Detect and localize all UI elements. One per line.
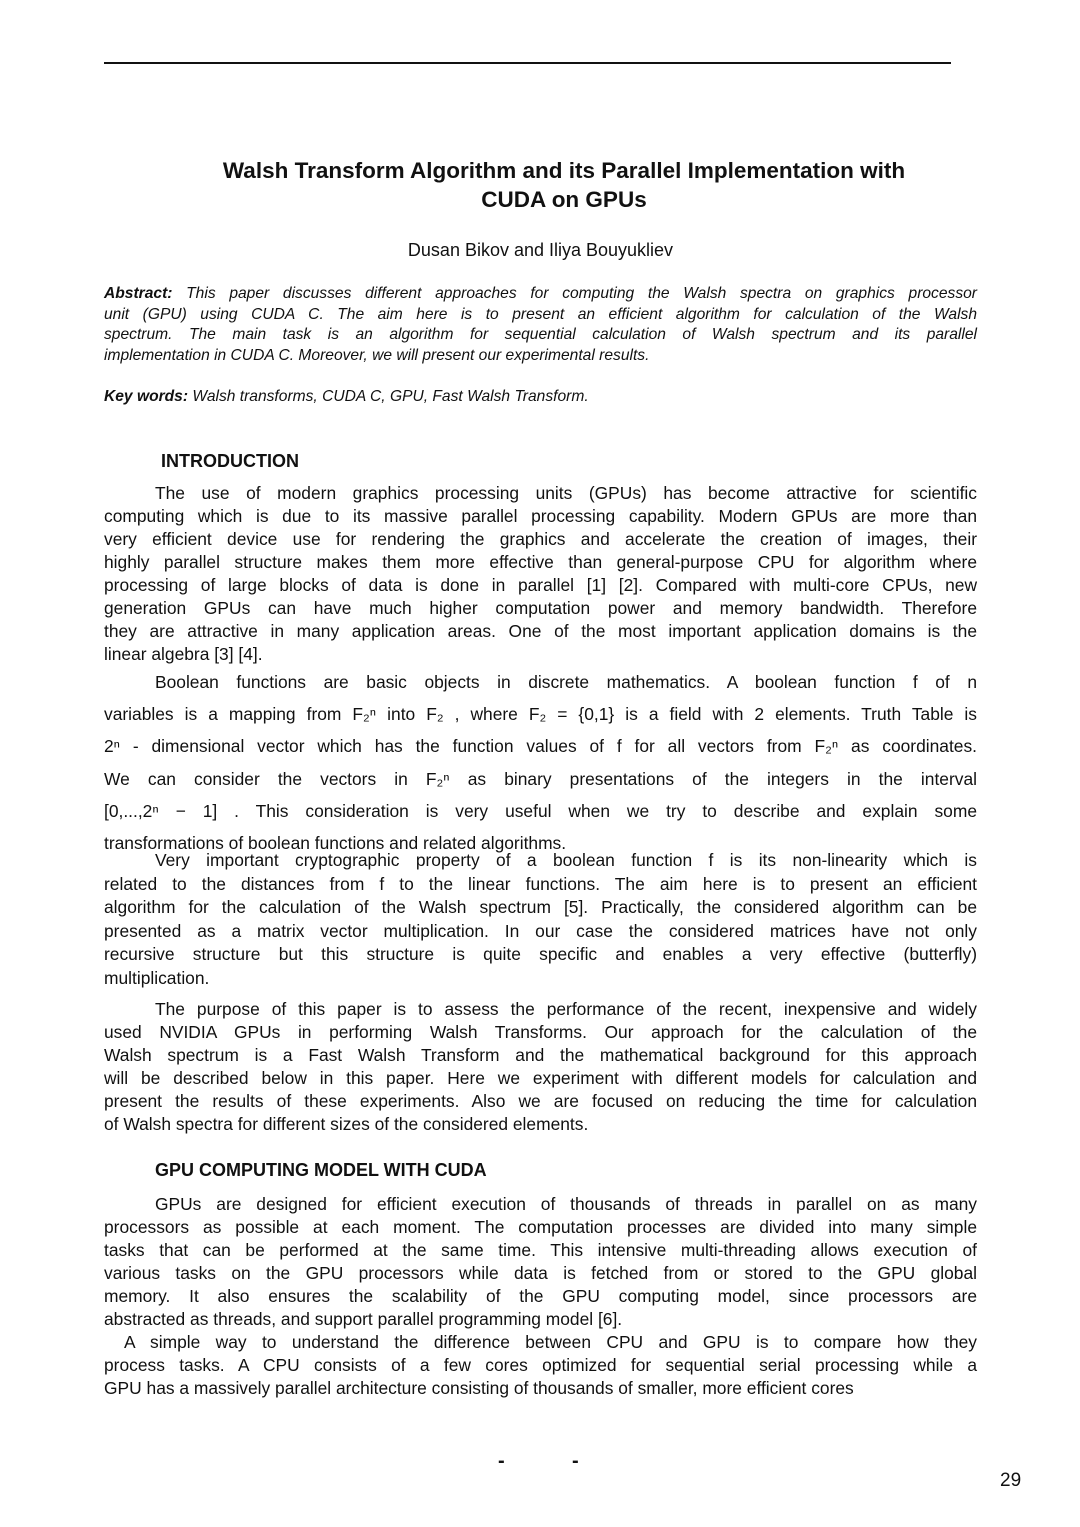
paper-title (104, 156, 1024, 214)
title-line: Walsh Transform Algorithm and its Parallel Implementation with (222, 158, 906, 183)
header-rule (104, 62, 951, 64)
abstract (104, 284, 977, 367)
text-line: present the results of these experiments. Also we are focused on reducing the time for calculation (104, 1091, 977, 1111)
text-line: will be described below in this paper. Here we experiment with different models for calculation and (104, 1068, 977, 1088)
paragraph (104, 998, 977, 1136)
abstract-line: implementation in CUDA C. Moreover, we will present our experimental results. (104, 347, 650, 365)
authors: Dusan Bikov and Iliya Bouyukliev (407, 240, 674, 260)
text-line: presented as a matrix vector multiplication. In our case the considered matrices have not only (104, 920, 977, 941)
text-line: generation GPUs can have much higher computation power and memory bandwidth. Therefore (104, 598, 977, 618)
text-line: memory. It also ensures the scalability of the GPU computing model, since processors are (104, 1286, 977, 1306)
section-heading-gpu-computing: GPU COMPUTING MODEL WITH CUDA (155, 1160, 487, 1180)
abstract-line: This paper discusses different approaches for computing the Walsh spectra on graphics processor (172, 285, 977, 302)
paragraph (104, 1193, 977, 1331)
text-line: The use of modern graphics processing units (GPUs) has become attractive for scientific (155, 483, 977, 503)
paragraph (104, 666, 977, 859)
paragraph (104, 849, 977, 991)
text-line: processing of large blocks of data is done in parallel [1] [2]. Compared with multi-core CPUs, new (104, 575, 977, 595)
title-line: CUDA on GPUs (481, 187, 647, 212)
text-line: multiplication. (104, 967, 210, 988)
footer-dash: - (572, 1450, 579, 1472)
footer-dash: - (498, 1450, 505, 1472)
text-line: recursive structure but this structure is quite specific and enables a very effective (butterfly) (104, 944, 977, 965)
text-line: of Walsh spectra for different sizes of the considered elements. (104, 1114, 589, 1134)
page-number: 29 (1000, 1470, 1022, 1491)
text-line: We can consider the vectors in F₂ⁿ as binary presentations of the integers in the interval (104, 768, 977, 789)
text-line: linear algebra [3] [4]. (104, 644, 263, 664)
text-line: algorithm for the calculation of the Walsh spectrum [5]. Practically, the considered algorithm can be (104, 897, 977, 918)
text-line: GPU has a massively parallel architecture consisting of thousands of smaller, more efficient cores (104, 1378, 854, 1398)
section-heading-introduction: INTRODUCTION (161, 451, 299, 471)
text-line: 2ⁿ - dimensional vector which has the function values of f for all vectors from F₂ⁿ as coordinates. (104, 736, 977, 757)
text-line: tasks that can be performed at the same time. This intensive multi-threading allows execution of (104, 1240, 977, 1260)
text-line: various tasks on the GPU processors while data is fetched from or stored to the GPU global (104, 1263, 977, 1283)
paragraph (104, 1331, 977, 1400)
text-line: Boolean functions are basic objects in discrete mathematics. A boolean function f of n (155, 672, 977, 692)
text-line: abstracted as threads, and support parallel programming model [6]. (104, 1309, 623, 1329)
abstract-line: spectrum. The main task is an algorithm for sequential calculation of Walsh spectrum and its parallel (104, 326, 977, 344)
text-line: [0,...,2ⁿ − 1] . This consideration is very useful when we try to describe and explain some (104, 800, 977, 821)
text-line: computing which is due to its massive parallel processing capability. Modern GPUs are more than (104, 506, 977, 526)
text-line: A simple way to understand the difference between CPU and GPU is to compare how they (124, 1332, 977, 1352)
text-line: they are attractive in many application areas. One of the most important application domains is the (104, 621, 977, 641)
text-line: transformations of boolean functions and related algorithms. (104, 833, 567, 854)
text-line: used NVIDIA GPUs in performing Walsh Transforms. Our approach for the calculation of the (104, 1022, 977, 1042)
keywords (104, 388, 977, 406)
keywords-text: Walsh transforms, CUDA C, GPU, Fast Walsh Transform. (188, 388, 589, 405)
text-line: highly parallel structure makes them more effective than general-purpose CPU for algorithm where (104, 552, 977, 572)
text-line: variables is a mapping from F₂ⁿ into F₂ , where F₂ = {0,1} is a field with 2 elements. Truth Table is (104, 704, 977, 725)
text-line: Walsh spectrum is a Fast Walsh Transform and the mathematical background for this approach (104, 1045, 977, 1065)
abstract-line: unit (GPU) using CUDA C. The aim here is to present an efficient algorithm for calculation of the Walsh (104, 305, 977, 323)
text-line: GPUs are designed for efficient execution of thousands of threads in parallel on as many (155, 1194, 977, 1214)
text-line: related to the distances from f to the linear functions. The aim here is to present an efficient (104, 873, 977, 894)
text-line: very efficient device use for rendering the graphics and accelerate the creation of images, their (104, 529, 977, 549)
keywords-label: Key words: (104, 388, 189, 405)
text-line: The purpose of this paper is to assess the performance of the recent, inexpensive and widely (155, 999, 977, 1019)
text-line: process tasks. A CPU consists of a few cores optimized for sequential serial processing while a (104, 1355, 977, 1375)
paragraph (104, 482, 977, 666)
text-line: processors as possible at each moment. The computation processes are divided into many simple (104, 1217, 977, 1237)
text-line: Very important cryptographic property of a boolean function f is its non-linearity which is (155, 850, 977, 870)
abstract-label: Abstract: (104, 285, 173, 302)
